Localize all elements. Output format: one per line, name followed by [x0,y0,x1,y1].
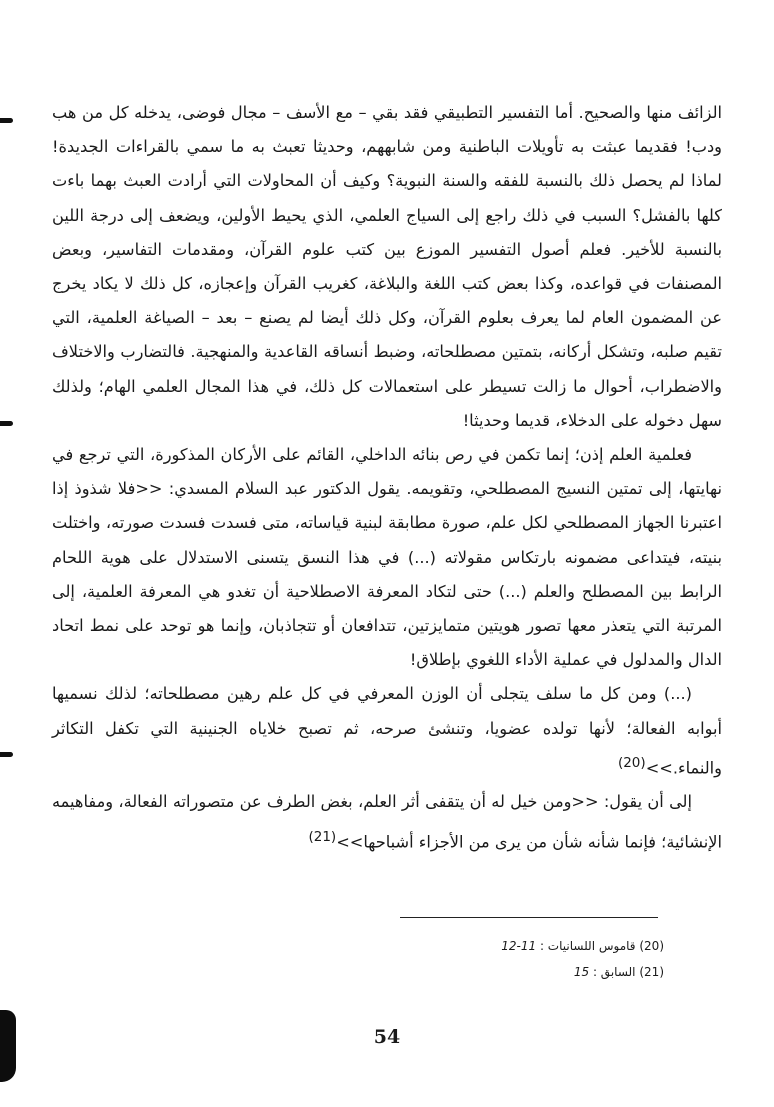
footnote-21-pages: 15 [573,965,590,979]
paragraph-3-text: (...) ومن كل ما سلف يتجلى أن الوزن المعرفي في كل علم رهين مصطلحاته؛ لذلك نسميها أبوابه الفعالة؛ لأنها تولده عضويا، وتنشئ صرحه، ثم تصبح خلاياه الجنينية التي تكفل التكاثر والنماء.>> [52,684,722,778]
paragraph-2: فعلمية العلم إذن؛ إنما تكمن في رص بنائه الداخلي، القائم على الأركان المذكورة، التي ترجع في نهايتها، إلى تمتين النسيج المصطلحي، وتقويمه. يقول الدكتور عبد السلام المسدي: <<فلا شذوذ إذا اعتبرنا الجهاز المصطلحي لكل علم، صورة مطابقة لبنية قياساته، متى فسدت فسدت صورته، واختلت بنيته، فيتداعى مضمونه بارتكاس مقولاته (...) في هذا النسق يتسنى الاستدلال على هوية اللحام الرابط بين المصطلح والعلم (...) حتى لتكاد المعرفة الاصطلاحية أن تغدو هي المعرفة العلمية، إلى المرتبة التي يتعذر معها تصور هويتين متمايزتين، تتدافعان أو تتجاذبان، وإنما هو توحد على نمط اتحاد الدال والمدلول في عملية الأداء اللغوي بإطلاق! [52,445,722,670]
paragraph-4 [52,785,722,859]
footnotes [52,933,664,985]
paragraph-4-text: إلى أن يقول: <<ومن خيل له أن يتقفى أثر العلم، بغض الطرف عن متصوراته الفعالة، ومفاهيمه الإنشائية؛ فإنما شأنه شأن من يرى من الأجزاء أشباحها>> [52,792,722,852]
main-text [52,96,722,859]
footnote-20-number: (20) [639,939,664,953]
page-number: 54 [373,1026,401,1048]
footnote-separator [400,917,658,918]
footnote-21 [52,959,664,985]
footnote-21-number: (21) [639,965,664,979]
footnote-ref-20: (20) [617,754,646,771]
margin-mark [0,752,13,757]
footnote-20-text: قاموس اللسانيات : [539,939,636,953]
paragraph-1: الزائف منها والصحيح. أما التفسير التطبيقي فقد بقي – مع الأسف – مجال فوضى، يدخله كل من هب ودب! فقديما عبثت به تأويلات الباطنية ومن شابههم، وحديثا تعبث به ما سمي بالقراءات الجديدة! لماذا لم يحصل ذلك بالنسبة للفقه والسنة النبوية؟ وكيف أن المحاولات التي أرادت العبث بهما باءت كلها بالفشل؟ السبب في ذلك راجع إلى السياج العلمي، الذي يحيط الأولين، ويضعف إلى درجة اللين بالنسبة للأخير. فعلم أصول التفسير الموزع بين كتب علوم القرآن، ومقدمات التفاسير، وبعض المصنفات في قواعده، وكذا بعض كتب اللغة والبلاغة، كغريب القرآن وإعجازه، كل ذلك لا يكاد يخرج عن المضمون العام لما يعرف بعلوم القرآن، وكل ذلك أيضا لم يصنع – بعد – الصياغة العلمية، التي تقيم صلبه، وتشكل أركانه، بتمتين مصطلحاته، وضبط أنساقه القاعدية والمنهجية. فالتضارب والاختلاف والاضطراب، أحوال ما زالت تسيطر على استعمالات كل ذلك، في هذا المجال العلمي الهام؛ ولذلك سهل دخوله على الدخلاء، قديما وحديثا! [52,103,722,430]
footnote-20 [52,933,664,959]
footnote-21-text: السابق : [592,965,636,979]
footnote-ref-21: (21) [308,828,337,845]
margin-mark [0,421,13,426]
footnote-20-pages: 11-12 [501,939,537,953]
paragraph-3 [52,677,722,785]
margin-mark [0,118,13,123]
